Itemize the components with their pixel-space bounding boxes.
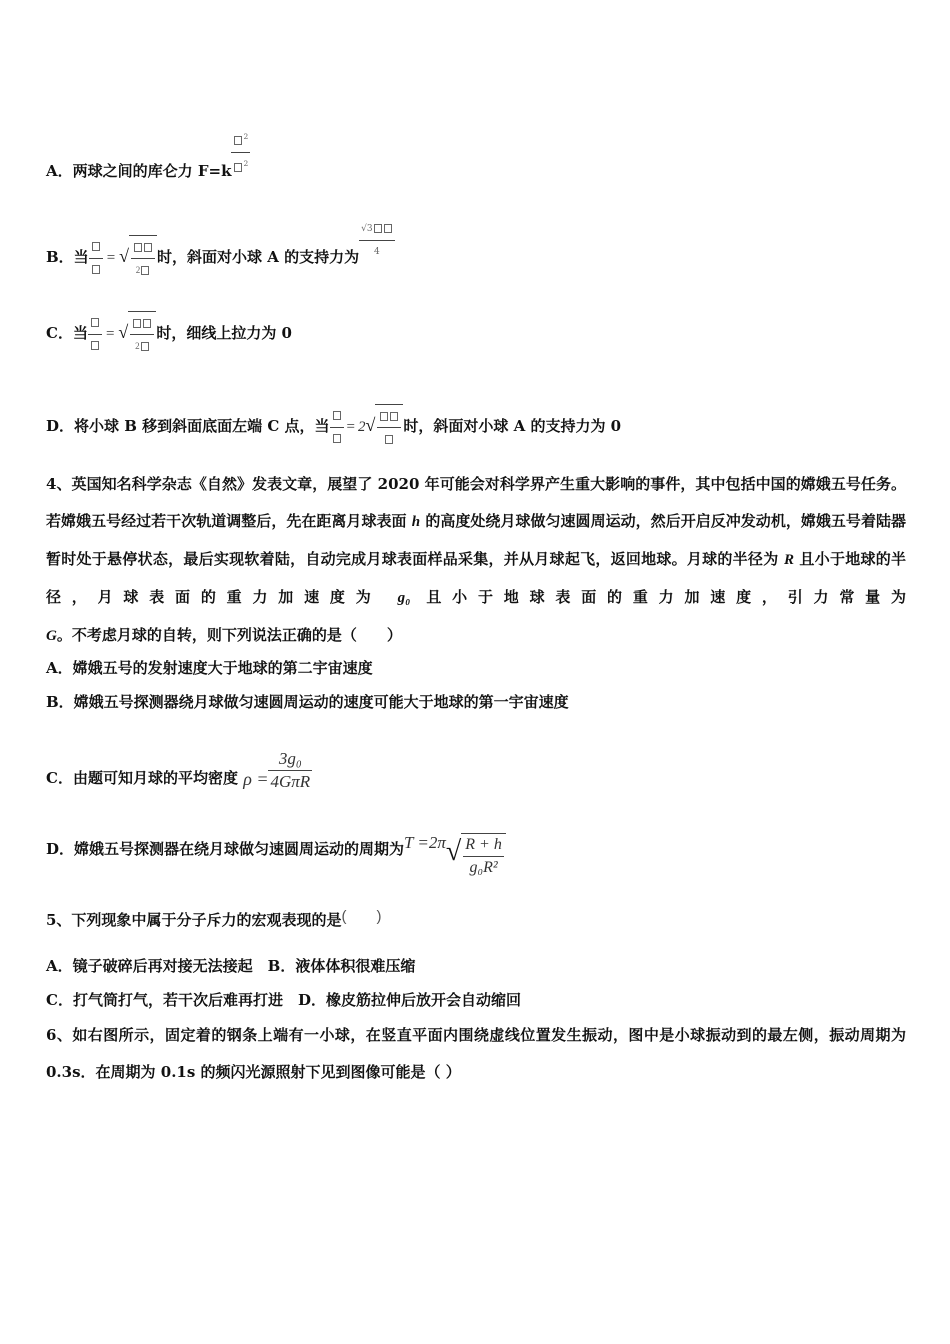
q3-option-a-text: A．两球之间的库仑力 F=k: [46, 162, 232, 180]
q4-option-d-text: D．嫦娥五号探测器在绕月球做匀速圆周运动的周期为: [46, 840, 405, 858]
q3-option-d-suffix: 时，斜面对小球 A 的支持力为 0: [403, 417, 622, 435]
q3-option-d-ratio: [330, 405, 344, 450]
q3-option-d: D．将小球 B 移到斜面底面左端 C 点，当 = 2√ 时，斜面对小球 A 的支持力为 0: [46, 404, 621, 450]
q4-stem: [46, 466, 906, 655]
q4-stem-part5: 。不考虑月球的自转，则下列说法正确的是（ ）: [56, 626, 402, 644]
q4-stem-part1: 4、英国知名科学杂志《自然》发表文章，展望了 2020 年可能会对科学界产生重大影响的事件，其中包括中国的嫦娥五号任务。若嫦娥五号经过若干次轨道调整后，先在距离月球表面: [46, 475, 906, 530]
q3-option-b-prefix: B．当: [46, 248, 89, 266]
q4-var-h: h: [411, 514, 421, 530]
q4-option-b: B．嫦娥五号探测器绕月球做匀速圆周运动的速度可能大于地球的第一宇宙速度: [46, 693, 569, 711]
q5-answer-paren: ( ): [341, 908, 382, 925]
q3-option-c-sqrt: √ 2: [118, 311, 156, 357]
q3-option-b-sqrt: √ 2: [119, 235, 157, 281]
q3-option-c-ratio: [88, 312, 102, 357]
q3-option-b: B．当 = √ 2 时，斜面对小球 A 的支持力为 $\frac{√3}{4}$: [46, 218, 395, 281]
q3-option-b-mid: 时，斜面对小球 A 的支持力为: [157, 248, 360, 266]
q6-stem: 6、如右图所示，固定着的钢条上端有一小球，在竖直平面内围绕虚线位置发生振动，图中是小球振动到的最左侧，振动周期为 0.3s．在周期为 0.1s 的频闪光源照射下见到图像可能是（ ）: [46, 1026, 906, 1081]
q4-var-r: R: [783, 552, 794, 568]
q4-option-a: A．嫦娥五号的发射速度大于地球的第二宇宙速度: [46, 659, 373, 677]
q4-option-c-fraction: $\frac{\text{3g₀}}{\text{4GπR}}$: [270, 749, 311, 791]
q4-option-d-lhs: T =2π: [404, 833, 446, 852]
q3-option-b-answer: $\frac{√3}{4}$: [359, 218, 394, 263]
q5-stem-text: 5、下列现象中属于分子斥力的宏观表现的是: [46, 911, 342, 929]
q4-var-g: G: [46, 628, 57, 644]
q4-stem-part3: 且小于地球的半径，月球表面的重力加速度为: [46, 550, 906, 606]
q4-option-c-lhs: ρ =: [243, 769, 269, 789]
q4-option-c-text: C．由题可知月球的平均密度: [46, 769, 238, 787]
q3-option-d-two: 2: [357, 419, 366, 435]
q3-option-c: C．当 = √ 2 时，细线上拉力为 0: [46, 311, 292, 357]
q3-option-b-ratio: [89, 236, 103, 281]
q4-stem-part4: 且小于地球表面的重力加速度，引力常量为: [410, 588, 906, 606]
q3-option-a: [46, 126, 250, 182]
q5-options-row2: C．打气筒打气，若干次后难再打进 D．橡皮筋拉伸后放开会自动缩回: [46, 991, 521, 1009]
q5-options-row1: A．镜子破碎后再对接无法接起 B．液体体积很难压缩: [46, 957, 416, 975]
q3-option-d-sqrt: √: [365, 404, 403, 450]
q3-option-a-formula: $\frac{^2}{^2}$: [231, 126, 250, 179]
q5-stem: [46, 906, 381, 931]
q3-option-c-prefix: C．当: [46, 324, 88, 342]
q4-var-g0: g₀: [397, 590, 411, 606]
q4-option-c: [46, 748, 312, 793]
q4-option-d-sqrt: √ $\frac{R + h}{\text{g₀R²}}$: [446, 833, 506, 879]
q4-option-d: [46, 832, 506, 879]
q3-option-d-prefix: D．将小球 B 移到斜面底面左端 C 点，当: [46, 417, 330, 435]
q4-stem-part2: 的高度处绕月球做匀速圆周运动，然后开启反冲发动机，嫦娥五号着陆器暂时处于悬停状态，最后实现软着陆，自动完成月球表面样品采集，并从月球起飞，返回地球。月球的半径为: [46, 512, 906, 568]
q3-option-c-suffix: 时，细线上拉力为 0: [156, 324, 292, 342]
